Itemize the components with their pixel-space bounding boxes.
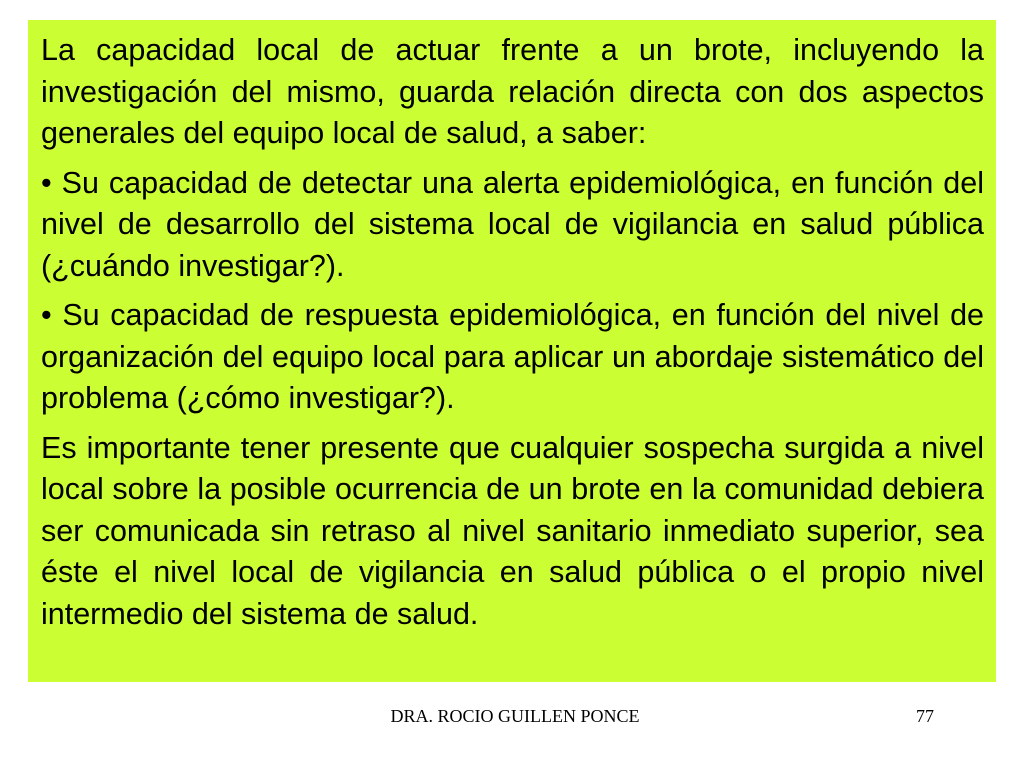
bullet-response: • Su capacidad de respuesta epidemiológica, en función del nivel de organización del equipo local para aplicar un abordaje sistemático del problema (¿cómo investigar?). bbox=[41, 298, 984, 415]
closing-paragraph: Es importante tener presente que cualquier sospecha surgida a nivel local sobre la posible ocurrencia de un brote en la comunidad debiera ser comunicada sin retraso al nivel sanitario inmediato superior, sea éste el nivel local de vigilancia en salud pública o el propio nivel intermedio del sistema de salud. bbox=[41, 430, 984, 631]
intro-paragraph: La capacidad local de actuar frente a un brote, incluyendo la investigación del mismo, guarda relación directa con dos aspectos generales del equipo local de salud, a saber: bbox=[41, 33, 984, 150]
slide-text-box bbox=[28, 20, 996, 682]
footer-author: DRA. ROCIO GUILLEN PONCE bbox=[390, 706, 640, 726]
page-number: 77 bbox=[916, 706, 934, 726]
bullet-detect-alert: • Su capacidad de detectar una alerta epidemiológica, en función del nivel de desarrollo del sistema local de vigilancia en salud pública (¿cuándo investigar?). bbox=[41, 165, 984, 283]
